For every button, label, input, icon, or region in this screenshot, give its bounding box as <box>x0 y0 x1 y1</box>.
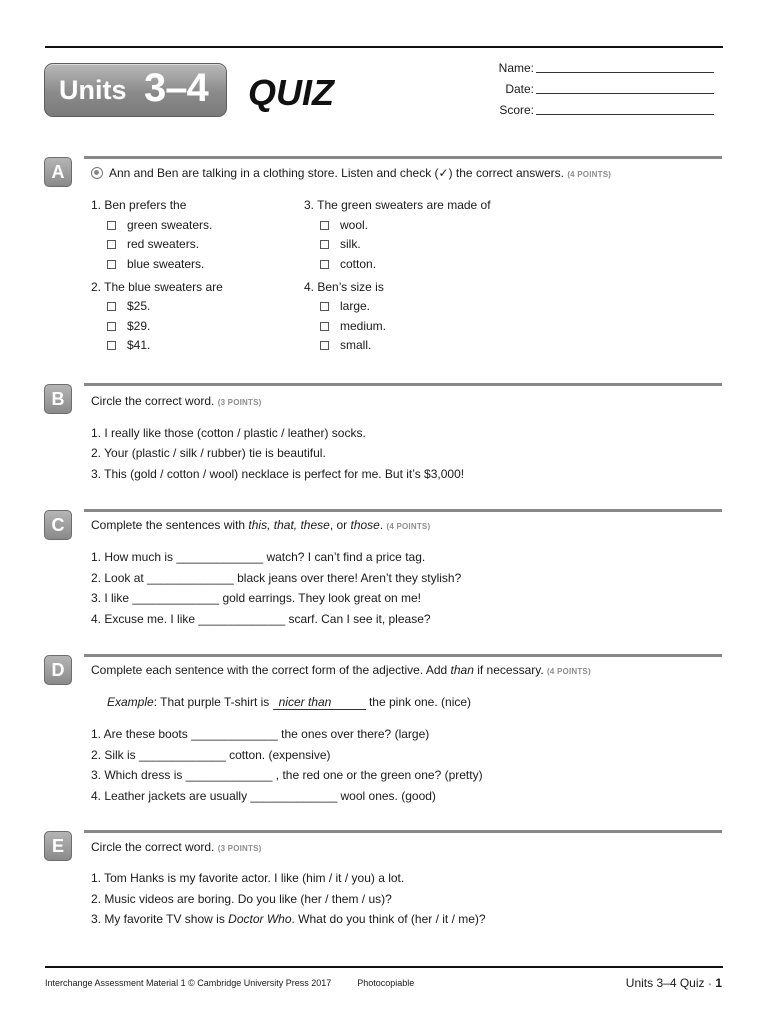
question-a3: 3. The green sweaters are made of <box>304 198 491 212</box>
section-c-points: (4 POINTS) <box>386 522 431 531</box>
option-a2-1[interactable]: $25. <box>107 299 150 313</box>
checkbox[interactable] <box>107 221 116 230</box>
checkbox[interactable] <box>320 221 329 230</box>
checkbox[interactable] <box>320 260 329 269</box>
section-a-points: (4 POINTS) <box>567 170 612 179</box>
checkbox[interactable] <box>320 341 329 350</box>
section-b-badge: B <box>44 384 72 414</box>
page-number: 1 <box>715 976 722 990</box>
date-label: Date: <box>505 82 534 96</box>
date-field[interactable] <box>470 82 714 96</box>
section-a-rule <box>84 156 722 159</box>
footer-page: Units 3–4 Quiz • 1 <box>625 976 722 990</box>
item-c4: 4. Excuse me. I like _____________ scarf. Can I see it, please? <box>91 612 431 626</box>
checkbox[interactable] <box>107 322 116 331</box>
score-field[interactable] <box>470 103 714 117</box>
item-d4: 4. Leather jackets are usually _____________ wool ones. (good) <box>91 789 436 803</box>
item-b3: 3. This (gold / cotton / wool) necklace is perfect for me. But it’s $3,000! <box>91 467 465 481</box>
item-e1: 1. Tom Hanks is my favorite actor. I like (him / it / you) a lot. <box>91 871 405 885</box>
bottom-rule <box>45 966 723 968</box>
audio-icon[interactable] <box>91 167 103 179</box>
units-label: Units <box>59 75 127 105</box>
section-c-badge: C <box>44 510 72 540</box>
item-d3: 3. Which dress is _____________ , the red one or the green one? (pretty) <box>91 768 483 782</box>
item-c2: 2. Look at _____________ black jeans over there! Aren’t they stylish? <box>91 571 462 585</box>
option-a2-2[interactable]: $29. <box>107 319 150 333</box>
option-a3-1[interactable]: wool. <box>320 218 368 232</box>
question-a4: 4. Ben’s size is <box>304 280 384 294</box>
item-c1: 1. How much is _____________ watch? I can’t find a price tag. <box>91 550 426 564</box>
section-b-points: (3 POINTS) <box>217 398 262 407</box>
section-d-instruction: Complete each sentence with the correct form of the adjective. Add than if necessary. (4 POINTS) <box>91 663 591 677</box>
top-rule <box>45 46 723 48</box>
section-c-instruction: Complete the sentences with this, that, these, or those. (4 POINTS) <box>91 518 431 532</box>
name-label: Name: <box>498 61 534 75</box>
option-a4-1[interactable]: large. <box>320 299 370 313</box>
option-a3-3[interactable]: cotton. <box>320 257 376 271</box>
units-badge <box>44 63 227 117</box>
option-a2-3[interactable]: $41. <box>107 338 150 352</box>
option-a3-2[interactable]: silk. <box>320 237 361 251</box>
question-a1: 1. Ben prefers the <box>91 198 187 212</box>
example-answer: nicer than <box>273 695 366 710</box>
item-e2: 2. Music videos are boring. Do you like (her / them / us)? <box>91 892 392 906</box>
score-label: Score: <box>499 103 534 117</box>
item-d1: 1. Are these boots _____________ the ones over there? (large) <box>91 727 430 741</box>
checkbox[interactable] <box>107 302 116 311</box>
section-a-instruction: Ann and Ben are talking in a clothing store. Listen and check (✓) the correct answers. (4 POINTS) <box>91 166 611 180</box>
section-d-badge: D <box>44 655 72 685</box>
item-d2: 2. Silk is _____________ cotton. (expensive) <box>91 748 331 762</box>
checkbox[interactable] <box>320 302 329 311</box>
option-a1-2[interactable]: red sweaters. <box>107 237 199 251</box>
section-c-rule <box>84 509 722 512</box>
section-d-points: (4 POINTS) <box>547 667 591 676</box>
section-d-example: Example: That purple T-shirt is nicer than the pink one. (nice) <box>107 695 472 709</box>
name-line[interactable] <box>536 61 714 73</box>
checkbox[interactable] <box>107 240 116 249</box>
footer-photocopiable: Photocopiable <box>357 978 415 988</box>
date-line[interactable] <box>536 82 714 94</box>
section-a-badge: A <box>44 157 72 187</box>
item-b2: 2. Your (plastic / silk / rubber) tie is beautiful. <box>91 446 326 460</box>
quiz-title: QUIZ <box>248 72 334 113</box>
item-e3: 3. My favorite TV show is Doctor Who. What do you think of (her / it / me)? <box>91 912 486 926</box>
checkbox[interactable] <box>320 240 329 249</box>
name-field[interactable] <box>470 61 714 75</box>
item-b1: 1. I really like those (cotton / plastic / leather) socks. <box>91 426 366 440</box>
section-b-instruction: Circle the correct word. (3 POINTS) <box>91 394 262 408</box>
footer-copyright: Interchange Assessment Material 1 © Cambridge University Press 2017 Photocopiable <box>45 978 415 988</box>
option-a4-2[interactable]: medium. <box>320 319 386 333</box>
item-c3: 3. I like _____________ gold earrings. They look great on me! <box>91 591 421 605</box>
score-line[interactable] <box>536 103 714 115</box>
units-number: 3–4 <box>144 66 208 110</box>
checkbox[interactable] <box>320 322 329 331</box>
section-e-rule <box>84 830 722 833</box>
section-e-badge: E <box>44 831 72 861</box>
option-a1-3[interactable]: blue sweaters. <box>107 257 204 271</box>
option-a1-1[interactable]: green sweaters. <box>107 218 212 232</box>
option-a4-3[interactable]: small. <box>320 338 371 352</box>
question-a2: 2. The blue sweaters are <box>91 280 223 294</box>
section-e-instruction: Circle the correct word. (3 POINTS) <box>91 840 262 854</box>
section-d-rule <box>84 654 722 657</box>
section-b-rule <box>84 383 722 386</box>
checkbox[interactable] <box>107 341 116 350</box>
checkbox[interactable] <box>107 260 116 269</box>
section-e-points: (3 POINTS) <box>217 844 262 853</box>
